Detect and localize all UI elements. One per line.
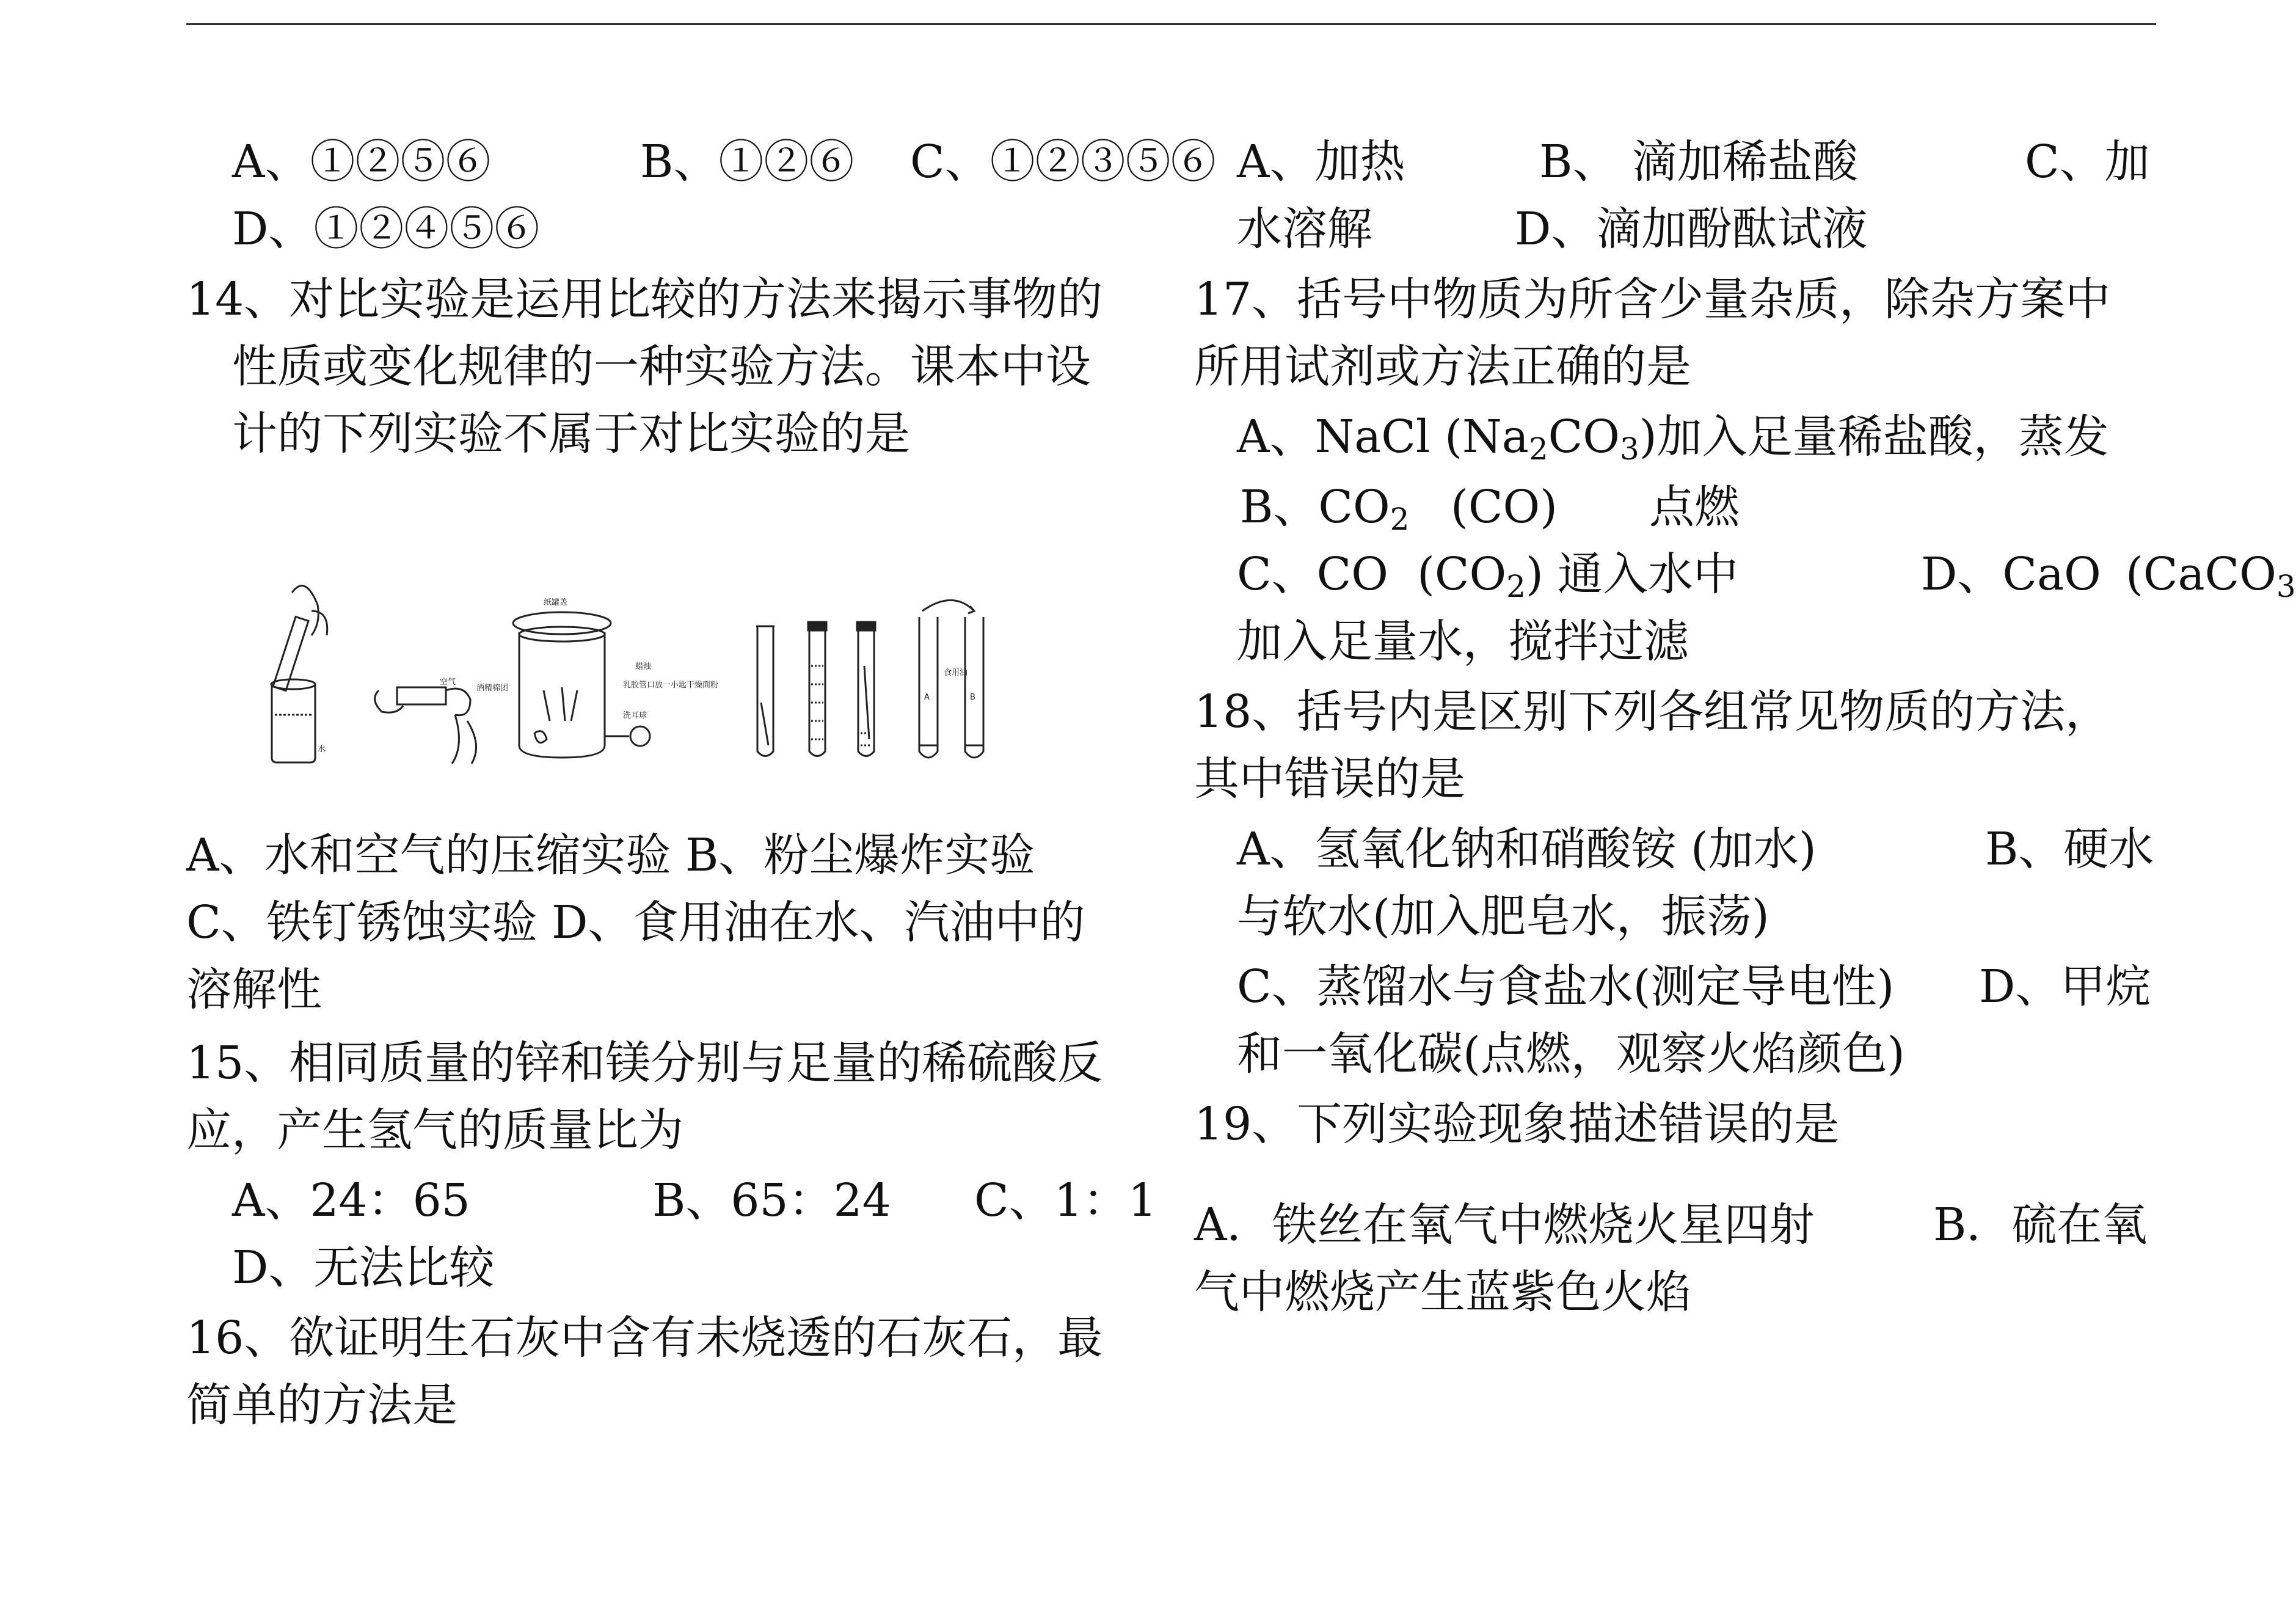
q14-stem-line1: 14、对比实验是运用比较的方法来揭示事物的 <box>186 273 1103 326</box>
q16-stem-line1: 16、欲证明生石灰中含有未烧透的石灰石，最 <box>186 1312 1103 1364</box>
label-alcohol-cotton: 酒精棉团 <box>476 684 509 693</box>
q18-option-d: D、甲烷 <box>1979 960 2151 1013</box>
q18-stem-line1: 18、括号内是区别下列各组常见物质的方法， <box>1194 685 2111 738</box>
q16-stem-line2: 简单的方法是 <box>186 1379 457 1431</box>
q17-c-mid-pre: (CO <box>1417 548 1507 601</box>
q17-stem-line1: 17、括号中物质为所含少量杂质，除杂方案中 <box>1194 273 2111 326</box>
q17-d-sub: 3 <box>2276 569 2296 604</box>
q13-option-d: D、①②④⑤⑥ <box>232 203 540 255</box>
q15-option-d: D、无法比较 <box>232 1241 495 1294</box>
q17-a-sub2: 3 <box>1619 431 1639 467</box>
q15-option-b: B、65：24 <box>652 1174 891 1227</box>
q17-b-formula <box>1240 477 1409 538</box>
q17-option-a <box>1237 406 2109 467</box>
q18-option-d-cont: 和一氧化碳(点燃，观察火焰颜色) <box>1237 1028 1905 1080</box>
q13-option-b: B、①②⑥ <box>640 136 855 188</box>
q16-option-c: C、加 <box>2025 136 2150 188</box>
q17-b-method: 点燃 <box>1649 481 1740 533</box>
q17-d-impurity <box>2126 544 2296 605</box>
label-lid: 纸罐盖 <box>544 598 568 607</box>
header-rule <box>186 23 2156 25</box>
q17-a-suffix: )加入足量稀盐酸，蒸发 <box>1639 411 2109 463</box>
q15-stem-line1: 15、相同质量的锌和镁分别与足量的稀硫酸反 <box>186 1037 1103 1089</box>
q15-option-a: A、24：65 <box>232 1174 470 1227</box>
q17-c-method: 通入水中 <box>1558 548 1738 601</box>
q17-a-sub1: 2 <box>1528 431 1548 467</box>
q17-d-paren: (CaCO <box>2126 548 2276 601</box>
q16-option-c-cont: 水溶解 <box>1237 203 1372 255</box>
q17-b-prefix: B、CO <box>1240 481 1390 533</box>
q19-option-a: A．铁丝在氧气中燃烧火星四射 <box>1194 1199 1815 1251</box>
q17-c-sub: 2 <box>1506 569 1526 604</box>
q17-d-formula: D、CaO <box>1921 548 2101 601</box>
experiment-illustrations <box>257 568 1124 770</box>
q14-stem-line3: 计的下列实验不属于对比实验的是 <box>232 407 910 460</box>
q16-option-a: A、加热 <box>1237 136 1405 188</box>
label-water: 水 <box>318 745 326 754</box>
q17-option-d-cont: 加入足量水，搅拌过滤 <box>1237 615 1689 668</box>
syringe-hands-drawing <box>375 687 476 764</box>
q18-stem-line2: 其中错误的是 <box>1194 753 1465 805</box>
q14-options-line2: C、铁钉锈蚀实验 D、食用油在水、汽油中的 <box>186 896 1085 949</box>
q15-stem-line2: 应，产生氢气的质量比为 <box>186 1104 683 1157</box>
q13-option-c: C、①②③⑤⑥ <box>910 136 1216 188</box>
label-air: 空气 <box>440 678 456 687</box>
q15-option-c: C、1：1 <box>974 1174 1157 1227</box>
q17-c-formula: C、CO <box>1237 548 1388 601</box>
label-tube-a: A <box>924 693 930 702</box>
q17-c-impurity <box>1417 544 1543 605</box>
q18-option-c: C、蒸馏水与食盐水(测定导电性) <box>1237 960 1895 1013</box>
q17-stem-line2: 所用试剂或方法正确的是 <box>1194 340 1691 393</box>
label-rubber-bulb: 洗耳球 <box>623 711 647 720</box>
q18-option-b-cont: 与软水(加入肥皂水，振荡) <box>1237 890 1769 943</box>
label-latex-tube: 乳胶管口放一小匙干燥面粉 <box>623 681 719 690</box>
q16-option-b: B、 滴加稀盐酸 <box>1539 136 1858 188</box>
q17-b-sub: 2 <box>1390 502 1410 537</box>
q19-option-b: B．硫在氧 <box>1933 1199 2148 1251</box>
q14-experiment-figure <box>257 568 1124 770</box>
q14-options-line3: 溶解性 <box>186 963 322 1016</box>
label-tube-b: B <box>970 693 975 702</box>
q18-option-a: A、氢氧化钠和硝酸铵 (加水) <box>1237 823 1817 875</box>
q17-b-impurity: (CO) <box>1451 481 1558 533</box>
label-edible-oil: 食用油 <box>944 668 968 678</box>
q19-stem: 19、下列实验现象描述错误的是 <box>1194 1098 1840 1150</box>
q17-a-prefix: A、NaCl (Na <box>1237 411 1529 463</box>
q14-options-line1: A、水和空气的压缩实验 B、粉尘爆炸实验 <box>186 829 1035 882</box>
q19-option-b-cont: 气中燃烧产生蓝紫色火焰 <box>1194 1266 1691 1318</box>
label-candle: 蜡烛 <box>635 662 652 671</box>
q18-option-b: B、硬水 <box>1985 823 2154 875</box>
beaker-syringe-drawing <box>271 586 327 762</box>
rusting-test-tubes-drawing <box>756 622 875 756</box>
q17-c-mid-post: ) <box>1525 548 1543 601</box>
q17-a-mid: CO <box>1548 411 1620 463</box>
q14-stem-line2: 性质或变化规律的一种实验方法。课本中设 <box>232 340 1091 393</box>
oil-solubility-tubes-drawing <box>919 601 983 758</box>
q16-option-d: D、滴加酚酞试液 <box>1515 203 1868 255</box>
q13-option-a: A、①②⑤⑥ <box>232 136 491 188</box>
